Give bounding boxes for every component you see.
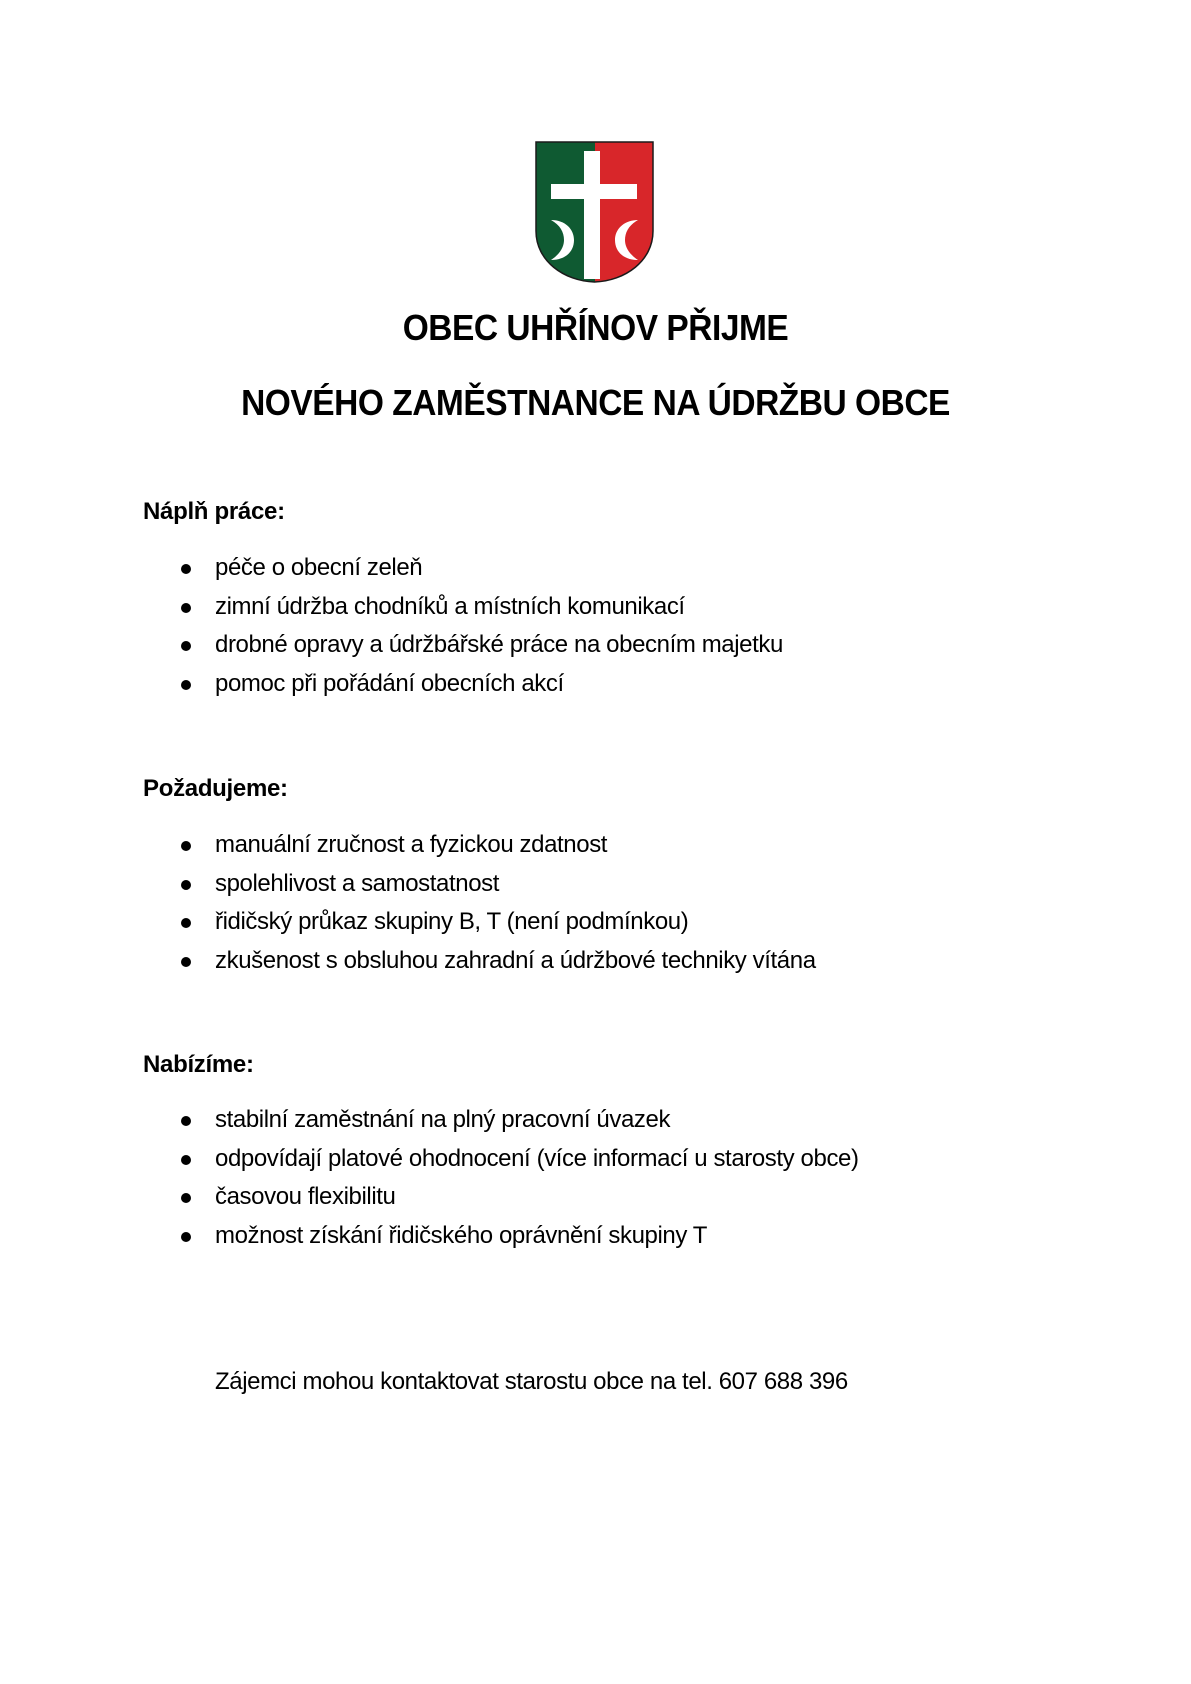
contact-text: Zájemci mohou kontaktovat starostu obce na tel. 607 688 396 — [215, 1368, 848, 1395]
bullet-icon — [181, 1116, 191, 1126]
list-item-text: zkušenost s obsluhou zahradní a údržbové techniky vítána — [215, 946, 816, 974]
list-item-text: manuální zručnost a fyzickou zdatnost — [215, 831, 608, 858]
bullet-icon — [181, 680, 191, 690]
list-item-text: stabilní zaměstnání na plný pracovní úvazek — [215, 1106, 671, 1133]
list-item-text: zimní údržba chodníků a místních komunikací — [215, 592, 685, 620]
list-item-text: možnost získání řidičského oprávnění skupiny T — [215, 1221, 708, 1249]
list-item-text: časovou flexibilitu — [215, 1183, 396, 1210]
section-heading-offer: Nabízíme: — [143, 1051, 254, 1078]
bullet-icon — [181, 841, 191, 851]
bullet-icon — [181, 918, 191, 928]
list-item-text: pomoc při pořádání obecních akcí — [215, 669, 564, 697]
page-title-line-2: NOVÉHO ZAMĚSTNANCE NA ÚDRŽBU OBCE — [241, 382, 950, 423]
bullet-icon — [181, 957, 191, 967]
bullet-icon — [181, 1155, 191, 1165]
bullet-icon — [181, 564, 191, 574]
bullet-icon — [181, 1193, 191, 1203]
list-item-text: spolehlivost a samostatnost — [215, 869, 500, 897]
list-item-text: řidičský průkaz skupiny B, T (není podmínkou) — [215, 908, 689, 935]
section-heading-requirements: Požadujeme: — [143, 775, 288, 802]
list-item-text: péče o obecní zeleň — [215, 554, 423, 581]
list-item-text: drobné opravy a údržbářské práce na obecním majetku — [215, 631, 783, 658]
bullet-icon — [181, 880, 191, 890]
bullet-icon — [181, 1232, 191, 1242]
list-item-text: odpovídají platové ohodnocení (více informací u starosty obce) — [215, 1144, 859, 1172]
page-title-line-1: OBEC UHŘÍNOV PŘIJME — [402, 307, 789, 348]
bullet-icon — [181, 641, 191, 651]
coat-of-arms-icon — [535, 141, 654, 283]
section-heading-job-description: Náplň práce: — [143, 498, 285, 525]
bullet-icon — [181, 603, 191, 613]
